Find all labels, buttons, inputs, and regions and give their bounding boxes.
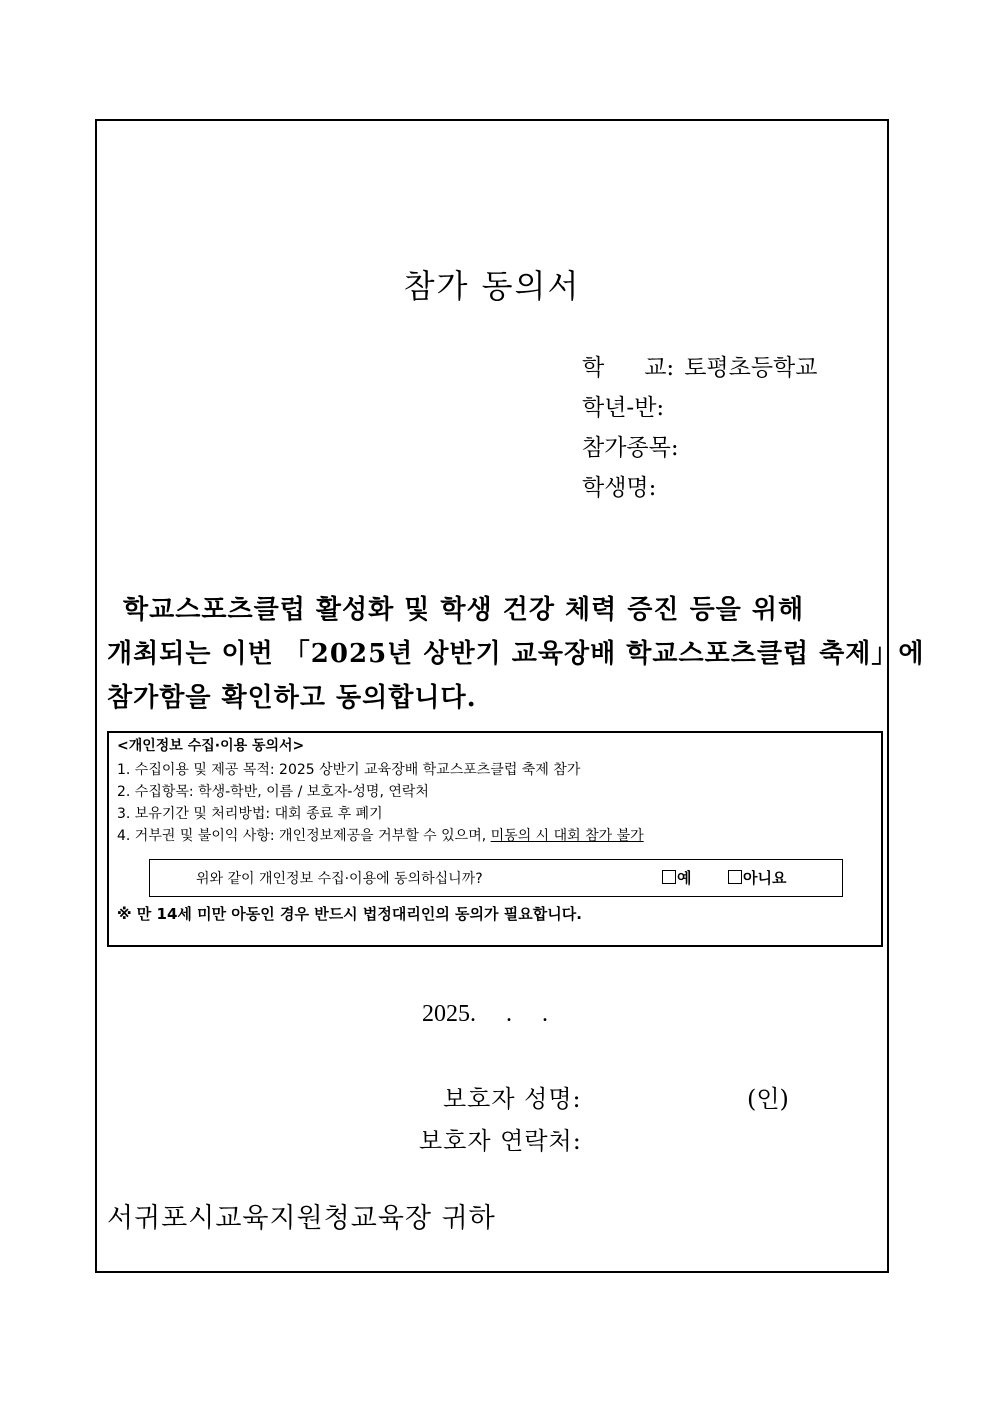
privacy-item-3: 3. 보유기간 및 처리방법: 대회 종료 후 폐기 — [117, 806, 383, 822]
student-row — [582, 469, 656, 502]
statement-line-3: 참가함을 확인하고 동의합니다. — [107, 683, 477, 713]
privacy-item-4: 4. 거부권 및 불이익 사항: 개인정보제공을 거부할 수 있으며, 미동의 시 대회 참가 불가 — [117, 828, 644, 844]
school-label: 학 교: — [582, 355, 675, 381]
refusal-consequence: 미동의 시 대회 참가 불가 — [490, 828, 644, 844]
school-row — [582, 349, 818, 382]
event-row — [582, 429, 679, 462]
privacy-heading: <개인정보 수집·이용 동의서> — [117, 738, 305, 754]
consent-no-option[interactable]: 아니요 — [728, 867, 786, 888]
statement-line-2: 개최되는 이번 「2025년 상반기 교육장배 학교스포츠클럽 축제」에 — [107, 639, 925, 669]
guardian-consent-note: ※ 만 14세 미만 아동인 경우 반드시 법정대리인의 동의가 필요합니다. — [117, 905, 582, 923]
seal-mark: (인) — [747, 1085, 789, 1113]
grade-row — [582, 389, 664, 422]
event-label: 참가종목: — [582, 435, 679, 461]
consent-question-box — [149, 859, 843, 897]
checkbox-icon[interactable] — [662, 870, 676, 884]
privacy-item-2: 2. 수집항목: 학생-학반, 이름 / 보호자-성명, 연락처 — [117, 784, 429, 800]
school-value: 토평초등학교 — [684, 355, 818, 381]
consent-yes-option[interactable]: 예 — [662, 867, 692, 888]
date-line: 2025. . . — [422, 1001, 548, 1027]
privacy-consent-box — [107, 731, 883, 947]
addressee: 서귀포시교육지원청교육장 귀하 — [107, 1203, 496, 1234]
privacy-item-1: 1. 수집이용 및 제공 목적: 2025 상반기 교육장배 학교스포츠클럽 축제 참가 — [117, 762, 581, 778]
document-frame — [95, 119, 925, 1273]
document-title: 참가 동의서 — [403, 267, 581, 305]
guardian-name-label: 보호자 성명: — [443, 1085, 582, 1113]
grade-label: 학년-반: — [582, 395, 665, 421]
statement-line-1: 학교스포츠클럽 활성화 및 학생 건강 체력 증진 등을 위해 — [123, 595, 805, 625]
guardian-contact-label: 보호자 연락처: — [419, 1127, 582, 1155]
checkbox-icon[interactable] — [728, 870, 742, 884]
student-label: 학생명: — [582, 475, 657, 501]
consent-question: 위와 같이 개인정보 수집·이용에 동의하십니까? — [196, 871, 483, 887]
